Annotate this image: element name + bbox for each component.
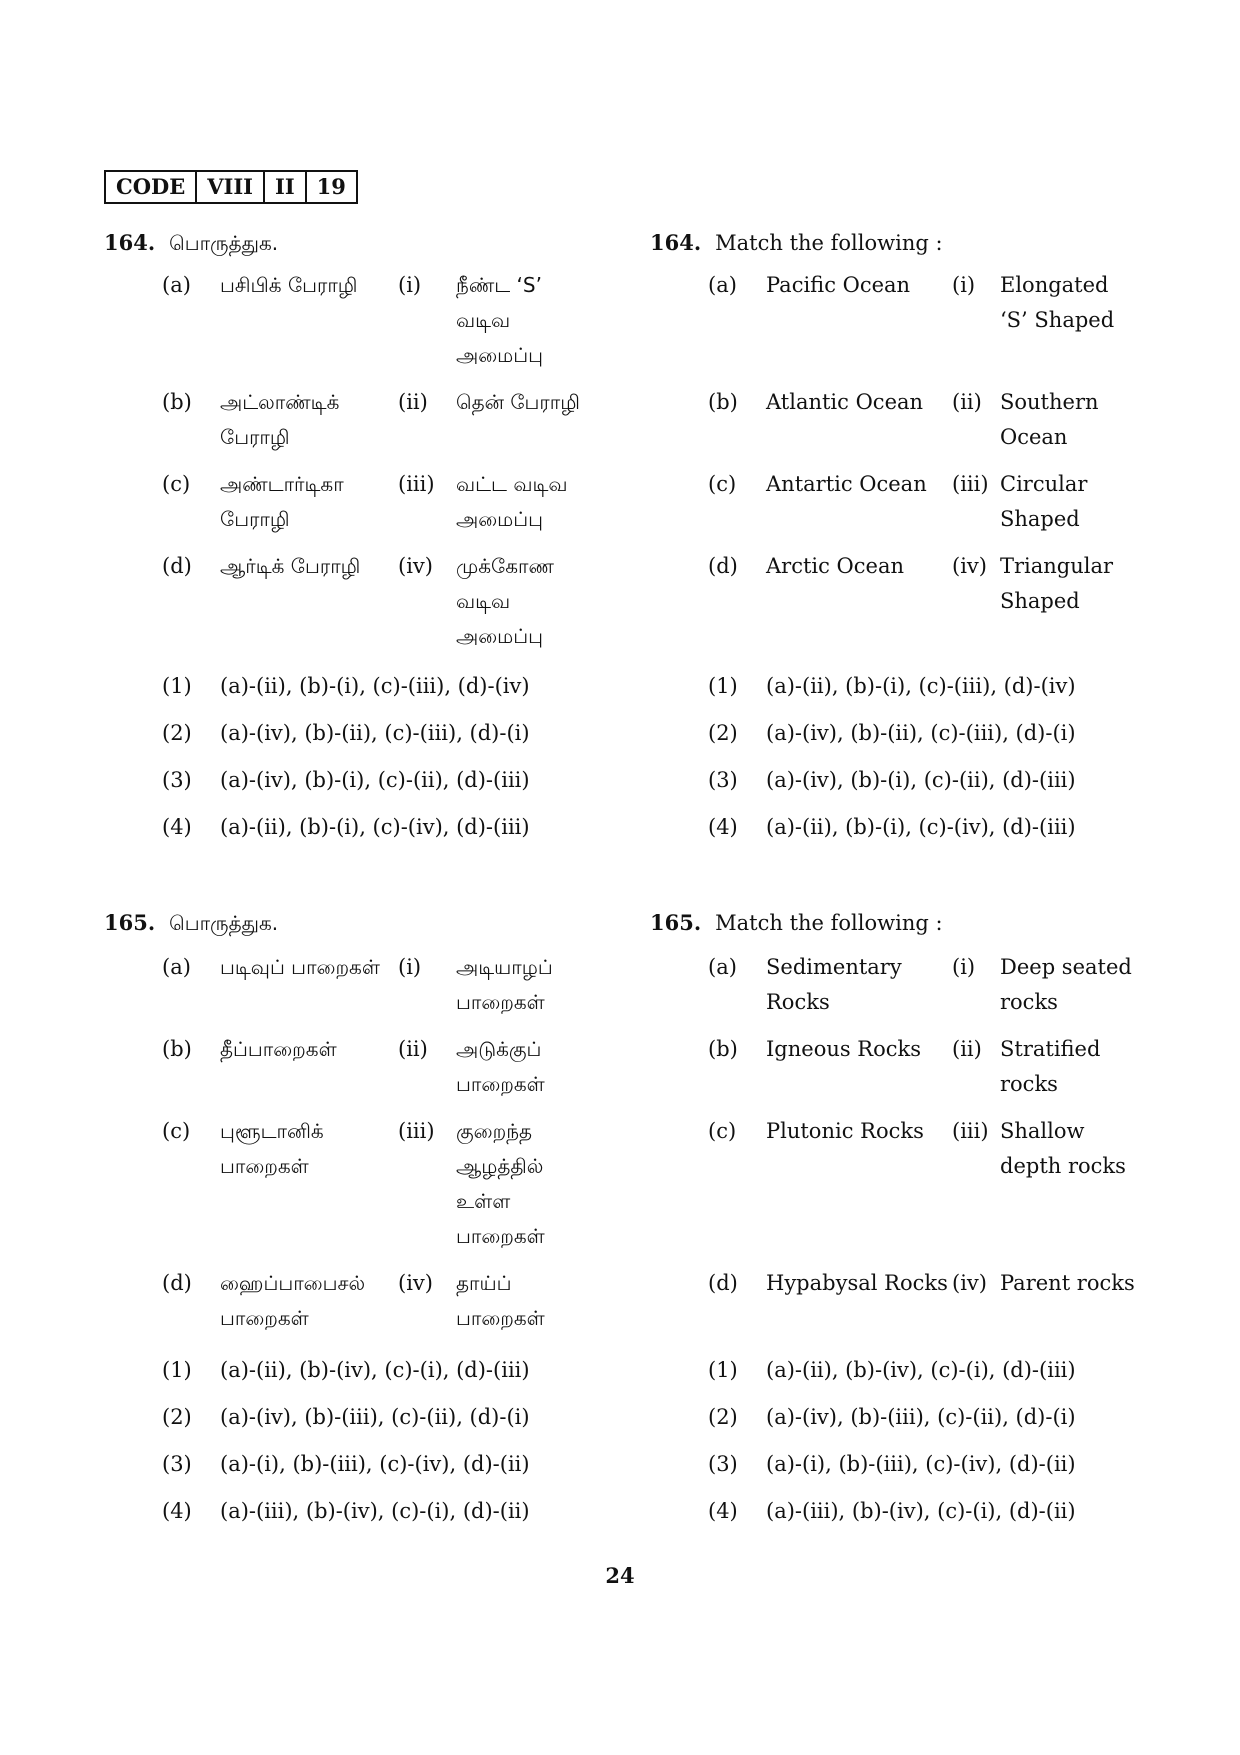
row-roman: (iii) (952, 472, 989, 496)
option-number: (2) (162, 1405, 192, 1429)
row-letter: (a) (162, 273, 191, 297)
code-paper: II (265, 172, 307, 202)
option-number: (3) (708, 1452, 738, 1476)
row-right: Elongated ‘S’ Shaped (1000, 273, 1115, 332)
option-number: (1) (708, 674, 738, 698)
option-row (162, 765, 530, 795)
option-row (162, 718, 530, 748)
row-left: Plutonic Rocks (766, 1119, 924, 1143)
row-letter: (b) (708, 1037, 738, 1061)
option-text: (a)-(iv), (b)-(ii), (c)-(iii), (d)-(i) (220, 721, 530, 745)
row-roman: (i) (952, 955, 976, 979)
row-right: வட்ட வடிவ அமைப்பு (456, 472, 568, 531)
row-roman: (i) (398, 955, 422, 979)
option-text: (a)-(iv), (b)-(iii), (c)-(ii), (d)-(i) (220, 1405, 530, 1429)
row-roman: (ii) (952, 390, 982, 414)
option-text: (a)-(iv), (b)-(ii), (c)-(iii), (d)-(i) (766, 721, 1076, 745)
option-number: (3) (162, 1452, 192, 1476)
match-row (162, 1114, 586, 1254)
code-label: CODE (106, 172, 197, 202)
row-roman: (ii) (398, 1037, 428, 1061)
row-letter: (a) (708, 955, 737, 979)
row-right: Triangular Shaped (1000, 554, 1114, 613)
question-number: 164. (104, 230, 156, 255)
option-number: (3) (708, 768, 738, 792)
option-number: (4) (162, 815, 192, 839)
row-left: படிவுப் பாறைகள் (220, 955, 380, 979)
row-roman: (i) (398, 273, 422, 297)
row-left: ஆர்டிக் பேராழி (220, 554, 361, 578)
option-text: (a)-(iii), (b)-(iv), (c)-(i), (d)-(ii) (766, 1499, 1076, 1523)
q165-tamil-heading (104, 908, 278, 938)
option-number: (2) (162, 721, 192, 745)
option-number: (1) (708, 1358, 738, 1382)
option-row (162, 1402, 530, 1432)
match-row (162, 950, 586, 1020)
option-text: (a)-(ii), (b)-(i), (c)-(iv), (d)-(iii) (766, 815, 1076, 839)
option-number: (1) (162, 674, 192, 698)
q165-tamil-options (162, 1355, 530, 1543)
row-left: Pacific Ocean (766, 273, 911, 297)
row-letter: (c) (708, 1119, 737, 1143)
row-right: முக்கோண வடிவ அமைப்பு (456, 554, 554, 648)
row-letter: (d) (162, 554, 192, 578)
q164-english-heading (650, 228, 943, 258)
row-letter: (a) (162, 955, 191, 979)
row-roman: (iv) (398, 1271, 433, 1295)
option-row (708, 1496, 1076, 1526)
row-right: அடுக்குப் பாறைகள் (456, 1037, 545, 1096)
option-row (708, 718, 1076, 748)
option-row (162, 1496, 530, 1526)
row-left: பசிபிக் பேராழி (220, 273, 358, 297)
option-row (162, 671, 530, 701)
option-number: (2) (708, 1405, 738, 1429)
row-letter: (b) (708, 390, 738, 414)
row-right: குறைந்த ஆழத்தில் உள்ள பாறைகள் (456, 1119, 545, 1248)
row-roman: (ii) (398, 390, 428, 414)
row-roman: (iv) (952, 554, 987, 578)
q165-english-pairs (708, 950, 1140, 1348)
question-number: 164. (650, 230, 702, 255)
match-row (162, 385, 586, 455)
option-row (708, 1449, 1076, 1479)
question-title: Match the following : (715, 911, 943, 935)
row-right: Deep seated rocks (1000, 955, 1132, 1014)
code-box (104, 170, 358, 204)
option-text: (a)-(i), (b)-(iii), (c)-(iv), (d)-(ii) (766, 1452, 1076, 1476)
match-row (708, 1032, 1140, 1102)
option-number: (2) (708, 721, 738, 745)
row-left: தீப்பாறைகள் (220, 1037, 337, 1061)
row-right: Parent rocks (1000, 1271, 1135, 1295)
option-row (162, 1449, 530, 1479)
option-number: (4) (708, 815, 738, 839)
match-row (708, 549, 1140, 654)
q164-english-pairs (708, 268, 1140, 666)
match-row (162, 467, 586, 537)
row-left: Hypabysal Rocks (766, 1271, 948, 1295)
code-year: 19 (316, 174, 346, 199)
option-text: (a)-(ii), (b)-(i), (c)-(iii), (d)-(iv) (766, 674, 1076, 698)
option-text: (a)-(iii), (b)-(iv), (c)-(i), (d)-(ii) (220, 1499, 530, 1523)
option-row (162, 812, 530, 842)
code-series: VIII (197, 172, 265, 202)
row-right: தென் பேராழி (456, 390, 580, 414)
match-row (708, 1114, 1140, 1254)
question-title: பொருத்துக. (169, 231, 279, 255)
row-right: Shallow depth rocks (1000, 1119, 1126, 1178)
row-right: நீண்ட ‘S’ வடிவ அமைப்பு (456, 273, 544, 367)
match-row (162, 1032, 586, 1102)
row-roman: (iii) (398, 1119, 435, 1143)
q164-tamil-options (162, 671, 530, 859)
row-letter: (c) (162, 472, 191, 496)
option-text: (a)-(iv), (b)-(i), (c)-(ii), (d)-(iii) (220, 768, 530, 792)
option-row (708, 812, 1076, 842)
row-left: ஹைப்பாபைசல் பாறைகள் (220, 1271, 366, 1330)
row-letter: (c) (708, 472, 737, 496)
page-number: 24 (605, 1563, 635, 1588)
row-left: Antartic Ocean (766, 472, 927, 496)
option-text: (a)-(ii), (b)-(i), (c)-(iii), (d)-(iv) (220, 674, 530, 698)
row-left: புளூடானிக் பாறைகள் (220, 1119, 324, 1178)
row-letter: (c) (162, 1119, 191, 1143)
row-roman: (iii) (398, 472, 435, 496)
match-row (708, 467, 1140, 537)
row-left: Sedimentary Rocks (766, 955, 902, 1014)
row-left: Arctic Ocean (766, 554, 905, 578)
row-letter: (d) (708, 1271, 738, 1295)
row-roman: (iv) (952, 1271, 987, 1295)
match-row (708, 385, 1140, 455)
question-title: பொருத்துக. (169, 911, 279, 935)
row-right: தாய்ப் பாறைகள் (456, 1271, 545, 1330)
option-text: (a)-(iv), (b)-(iii), (c)-(ii), (d)-(i) (766, 1405, 1076, 1429)
option-row (708, 765, 1076, 795)
match-row (162, 549, 586, 654)
row-right: Stratified rocks (1000, 1037, 1101, 1096)
row-right: Circular Shaped (1000, 472, 1088, 531)
match-row (708, 268, 1140, 373)
row-left: Igneous Rocks (766, 1037, 922, 1061)
question-number: 165. (104, 910, 156, 935)
match-row (162, 1266, 586, 1336)
row-roman: (iv) (398, 554, 433, 578)
match-row (708, 1266, 1140, 1336)
option-number: (1) (162, 1358, 192, 1382)
q165-tamil-pairs (162, 950, 586, 1348)
row-left: Atlantic Ocean (766, 390, 924, 414)
option-text: (a)-(ii), (b)-(iv), (c)-(i), (d)-(iii) (766, 1358, 1076, 1382)
q164-tamil-pairs (162, 268, 586, 666)
q165-english-options (708, 1355, 1076, 1543)
row-letter: (b) (162, 390, 192, 414)
row-right: அடியாழப் பாறைகள் (456, 955, 553, 1014)
row-left: அட்லாண்டிக் பேராழி (220, 390, 340, 449)
option-number: (4) (162, 1499, 192, 1523)
q165-english-heading (650, 908, 943, 938)
row-letter: (a) (708, 273, 737, 297)
row-roman: (i) (952, 273, 976, 297)
option-number: (4) (708, 1499, 738, 1523)
row-left: அண்டார்டிகா பேராழி (220, 472, 344, 531)
row-letter: (d) (162, 1271, 192, 1295)
option-text: (a)-(i), (b)-(iii), (c)-(iv), (d)-(ii) (220, 1452, 530, 1476)
option-row (162, 1355, 530, 1385)
option-row (708, 671, 1076, 701)
row-roman: (ii) (952, 1037, 982, 1061)
row-letter: (d) (708, 554, 738, 578)
option-text: (a)-(ii), (b)-(i), (c)-(iv), (d)-(iii) (220, 815, 530, 839)
question-title: Match the following : (715, 231, 943, 255)
option-number: (3) (162, 768, 192, 792)
option-row (708, 1355, 1076, 1385)
row-letter: (b) (162, 1037, 192, 1061)
q164-tamil-heading (104, 228, 278, 258)
q164-english-options (708, 671, 1076, 859)
match-row (162, 268, 586, 373)
row-right: Southern Ocean (1000, 390, 1099, 449)
row-roman: (iii) (952, 1119, 989, 1143)
option-text: (a)-(iv), (b)-(i), (c)-(ii), (d)-(iii) (766, 768, 1076, 792)
question-number: 165. (650, 910, 702, 935)
option-row (708, 1402, 1076, 1432)
match-row (708, 950, 1140, 1020)
option-text: (a)-(ii), (b)-(iv), (c)-(i), (d)-(iii) (220, 1358, 530, 1382)
